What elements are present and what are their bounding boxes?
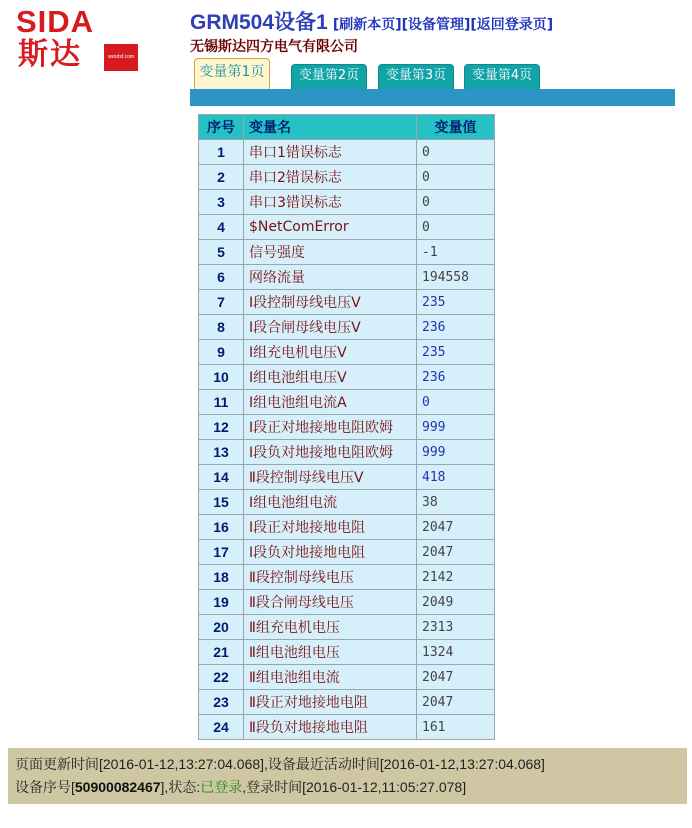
table-row xyxy=(199,415,495,440)
variable-name: Ⅱ段控制母线电压 xyxy=(244,565,417,590)
row-index: 21 xyxy=(199,640,244,665)
variable-value: 236 xyxy=(417,315,495,340)
header-variable-value: 变量值 xyxy=(417,115,495,140)
table-row xyxy=(199,590,495,615)
table-row xyxy=(199,615,495,640)
tab-variable-page-3[interactable]: 变量第3页 xyxy=(378,64,454,90)
variable-name: $NetComError xyxy=(244,215,417,240)
tab-bar xyxy=(190,89,675,106)
row-index: 23 xyxy=(199,690,244,715)
table-row xyxy=(199,690,495,715)
logo-text-top: SIDA xyxy=(16,4,95,39)
variable-name: I段负对地接地电阻欧姆 xyxy=(244,440,417,465)
row-index: 11 xyxy=(199,390,244,415)
table-row xyxy=(199,515,495,540)
row-index: 13 xyxy=(199,440,244,465)
table-row xyxy=(199,140,495,165)
table-row xyxy=(199,440,495,465)
variable-value: 2047 xyxy=(417,690,495,715)
variable-name: Ⅱ组电池组电流 xyxy=(244,665,417,690)
table-row xyxy=(199,565,495,590)
variable-name: I段正对地接地电阻 xyxy=(244,515,417,540)
page-header xyxy=(190,6,680,56)
company-name: 无锡斯达四方电气有限公司 xyxy=(190,39,358,55)
device-management-link[interactable]: [设备管理] xyxy=(401,17,471,33)
variable-value: 194558 xyxy=(417,265,495,290)
variable-value: 0 xyxy=(417,165,495,190)
variable-value: 2313 xyxy=(417,615,495,640)
sida-logo xyxy=(16,6,138,72)
row-index: 2 xyxy=(199,165,244,190)
variable-name: Ⅱ段控制母线电压V xyxy=(244,465,417,490)
table-row xyxy=(199,340,495,365)
row-index: 1 xyxy=(199,140,244,165)
variable-value: 235 xyxy=(417,290,495,315)
variable-value: 999 xyxy=(417,415,495,440)
table-row xyxy=(199,365,495,390)
table-row xyxy=(199,265,495,290)
variable-name: I组电池组电流 xyxy=(244,490,417,515)
title-line xyxy=(190,6,680,34)
variable-value: 2049 xyxy=(417,590,495,615)
logo-domain-box: wxsdsf.com xyxy=(104,44,138,71)
variable-value: 2142 xyxy=(417,565,495,590)
table-row xyxy=(199,240,495,265)
login-status: 已登录 xyxy=(200,779,243,795)
variable-name: Ⅱ段负对地接地电阻 xyxy=(244,715,417,740)
variable-value: 1324 xyxy=(417,640,495,665)
tab-variable-page-2[interactable]: 变量第2页 xyxy=(291,64,367,90)
variable-value: -1 xyxy=(417,240,495,265)
row-index: 17 xyxy=(199,540,244,565)
table-body xyxy=(199,140,495,740)
variable-name: I组充电机电压V xyxy=(244,340,417,365)
row-index: 7 xyxy=(199,290,244,315)
table-row xyxy=(199,715,495,740)
variable-value: 235 xyxy=(417,340,495,365)
variable-value: 2047 xyxy=(417,665,495,690)
tab-variable-page-1[interactable]: 变量第1页 xyxy=(194,58,270,90)
table-row xyxy=(199,190,495,215)
variable-name: Ⅱ组充电机电压 xyxy=(244,615,417,640)
variable-value: 2047 xyxy=(417,515,495,540)
row-index: 14 xyxy=(199,465,244,490)
variable-name: I组电池组电流A xyxy=(244,390,417,415)
row-index: 12 xyxy=(199,415,244,440)
table-row xyxy=(199,540,495,565)
variable-name: Ⅱ段合闸母线电压 xyxy=(244,590,417,615)
device-title: GRM504设备1 xyxy=(190,11,328,34)
variable-value: 161 xyxy=(417,715,495,740)
variable-name: Ⅱ段正对地接地电阻 xyxy=(244,690,417,715)
row-index: 16 xyxy=(199,515,244,540)
login-time: ,登录时间[2016-01-12,11:05:27.078] xyxy=(242,779,467,795)
row-index: 3 xyxy=(199,190,244,215)
variable-name: I段合闸母线电压V xyxy=(244,315,417,340)
row-index: 4 xyxy=(199,215,244,240)
tab-variable-page-4[interactable]: 变量第4页 xyxy=(464,64,540,90)
refresh-page-link[interactable]: [刷新本页] xyxy=(332,17,402,33)
variable-value: 0 xyxy=(417,190,495,215)
variable-value: 2047 xyxy=(417,540,495,565)
table-row xyxy=(199,315,495,340)
variable-value: 418 xyxy=(417,465,495,490)
table-row xyxy=(199,665,495,690)
variable-name: 信号强度 xyxy=(244,240,417,265)
logo-text-bottom: 斯达 xyxy=(18,37,82,72)
table-row xyxy=(199,215,495,240)
variables-table xyxy=(198,114,495,740)
variable-name: 串口1错误标志 xyxy=(244,140,417,165)
row-index: 20 xyxy=(199,615,244,640)
status-footer xyxy=(8,748,687,804)
table-row xyxy=(199,640,495,665)
variable-value: 0 xyxy=(417,140,495,165)
variable-name: I组电池组电压V xyxy=(244,365,417,390)
variable-name: Ⅱ组电池组电压 xyxy=(244,640,417,665)
row-index: 6 xyxy=(199,265,244,290)
update-time-line: 页面更新时间[2016-01-12,13:27:04.068],设备最近活动时间[2016-01-12,13:27:04.068] xyxy=(15,756,545,772)
variable-value: 0 xyxy=(417,215,495,240)
variable-name: I段正对地接地电阻欧姆 xyxy=(244,415,417,440)
row-index: 19 xyxy=(199,590,244,615)
variable-name: I段负对地接地电阻 xyxy=(244,540,417,565)
variable-name: 串口2错误标志 xyxy=(244,165,417,190)
row-index: 15 xyxy=(199,490,244,515)
variable-value: 999 xyxy=(417,440,495,465)
row-index: 24 xyxy=(199,715,244,740)
device-info-line xyxy=(15,776,680,799)
table-row xyxy=(199,165,495,190)
row-index: 18 xyxy=(199,565,244,590)
serial-prefix: 设备序号[ xyxy=(15,779,75,795)
row-index: 10 xyxy=(199,365,244,390)
header-index: 序号 xyxy=(199,115,244,140)
status-prefix: ],状态: xyxy=(160,779,201,795)
row-index: 22 xyxy=(199,665,244,690)
device-serial: 50900082467 xyxy=(74,779,161,795)
row-index: 5 xyxy=(199,240,244,265)
variable-value: 38 xyxy=(417,490,495,515)
header-variable-name: 变量名 xyxy=(244,115,417,140)
variable-name: 串口3错误标志 xyxy=(244,190,417,215)
variable-name: 网络流量 xyxy=(244,265,417,290)
return-login-link[interactable]: [返回登录页] xyxy=(470,17,554,33)
table-row xyxy=(199,290,495,315)
table-row xyxy=(199,490,495,515)
table-row xyxy=(199,390,495,415)
row-index: 9 xyxy=(199,340,244,365)
table-header-row xyxy=(199,115,495,140)
variable-name: I段控制母线电压V xyxy=(244,290,417,315)
row-index: 8 xyxy=(199,315,244,340)
table-row xyxy=(199,465,495,490)
variable-value: 0 xyxy=(417,390,495,415)
variable-value: 236 xyxy=(417,365,495,390)
